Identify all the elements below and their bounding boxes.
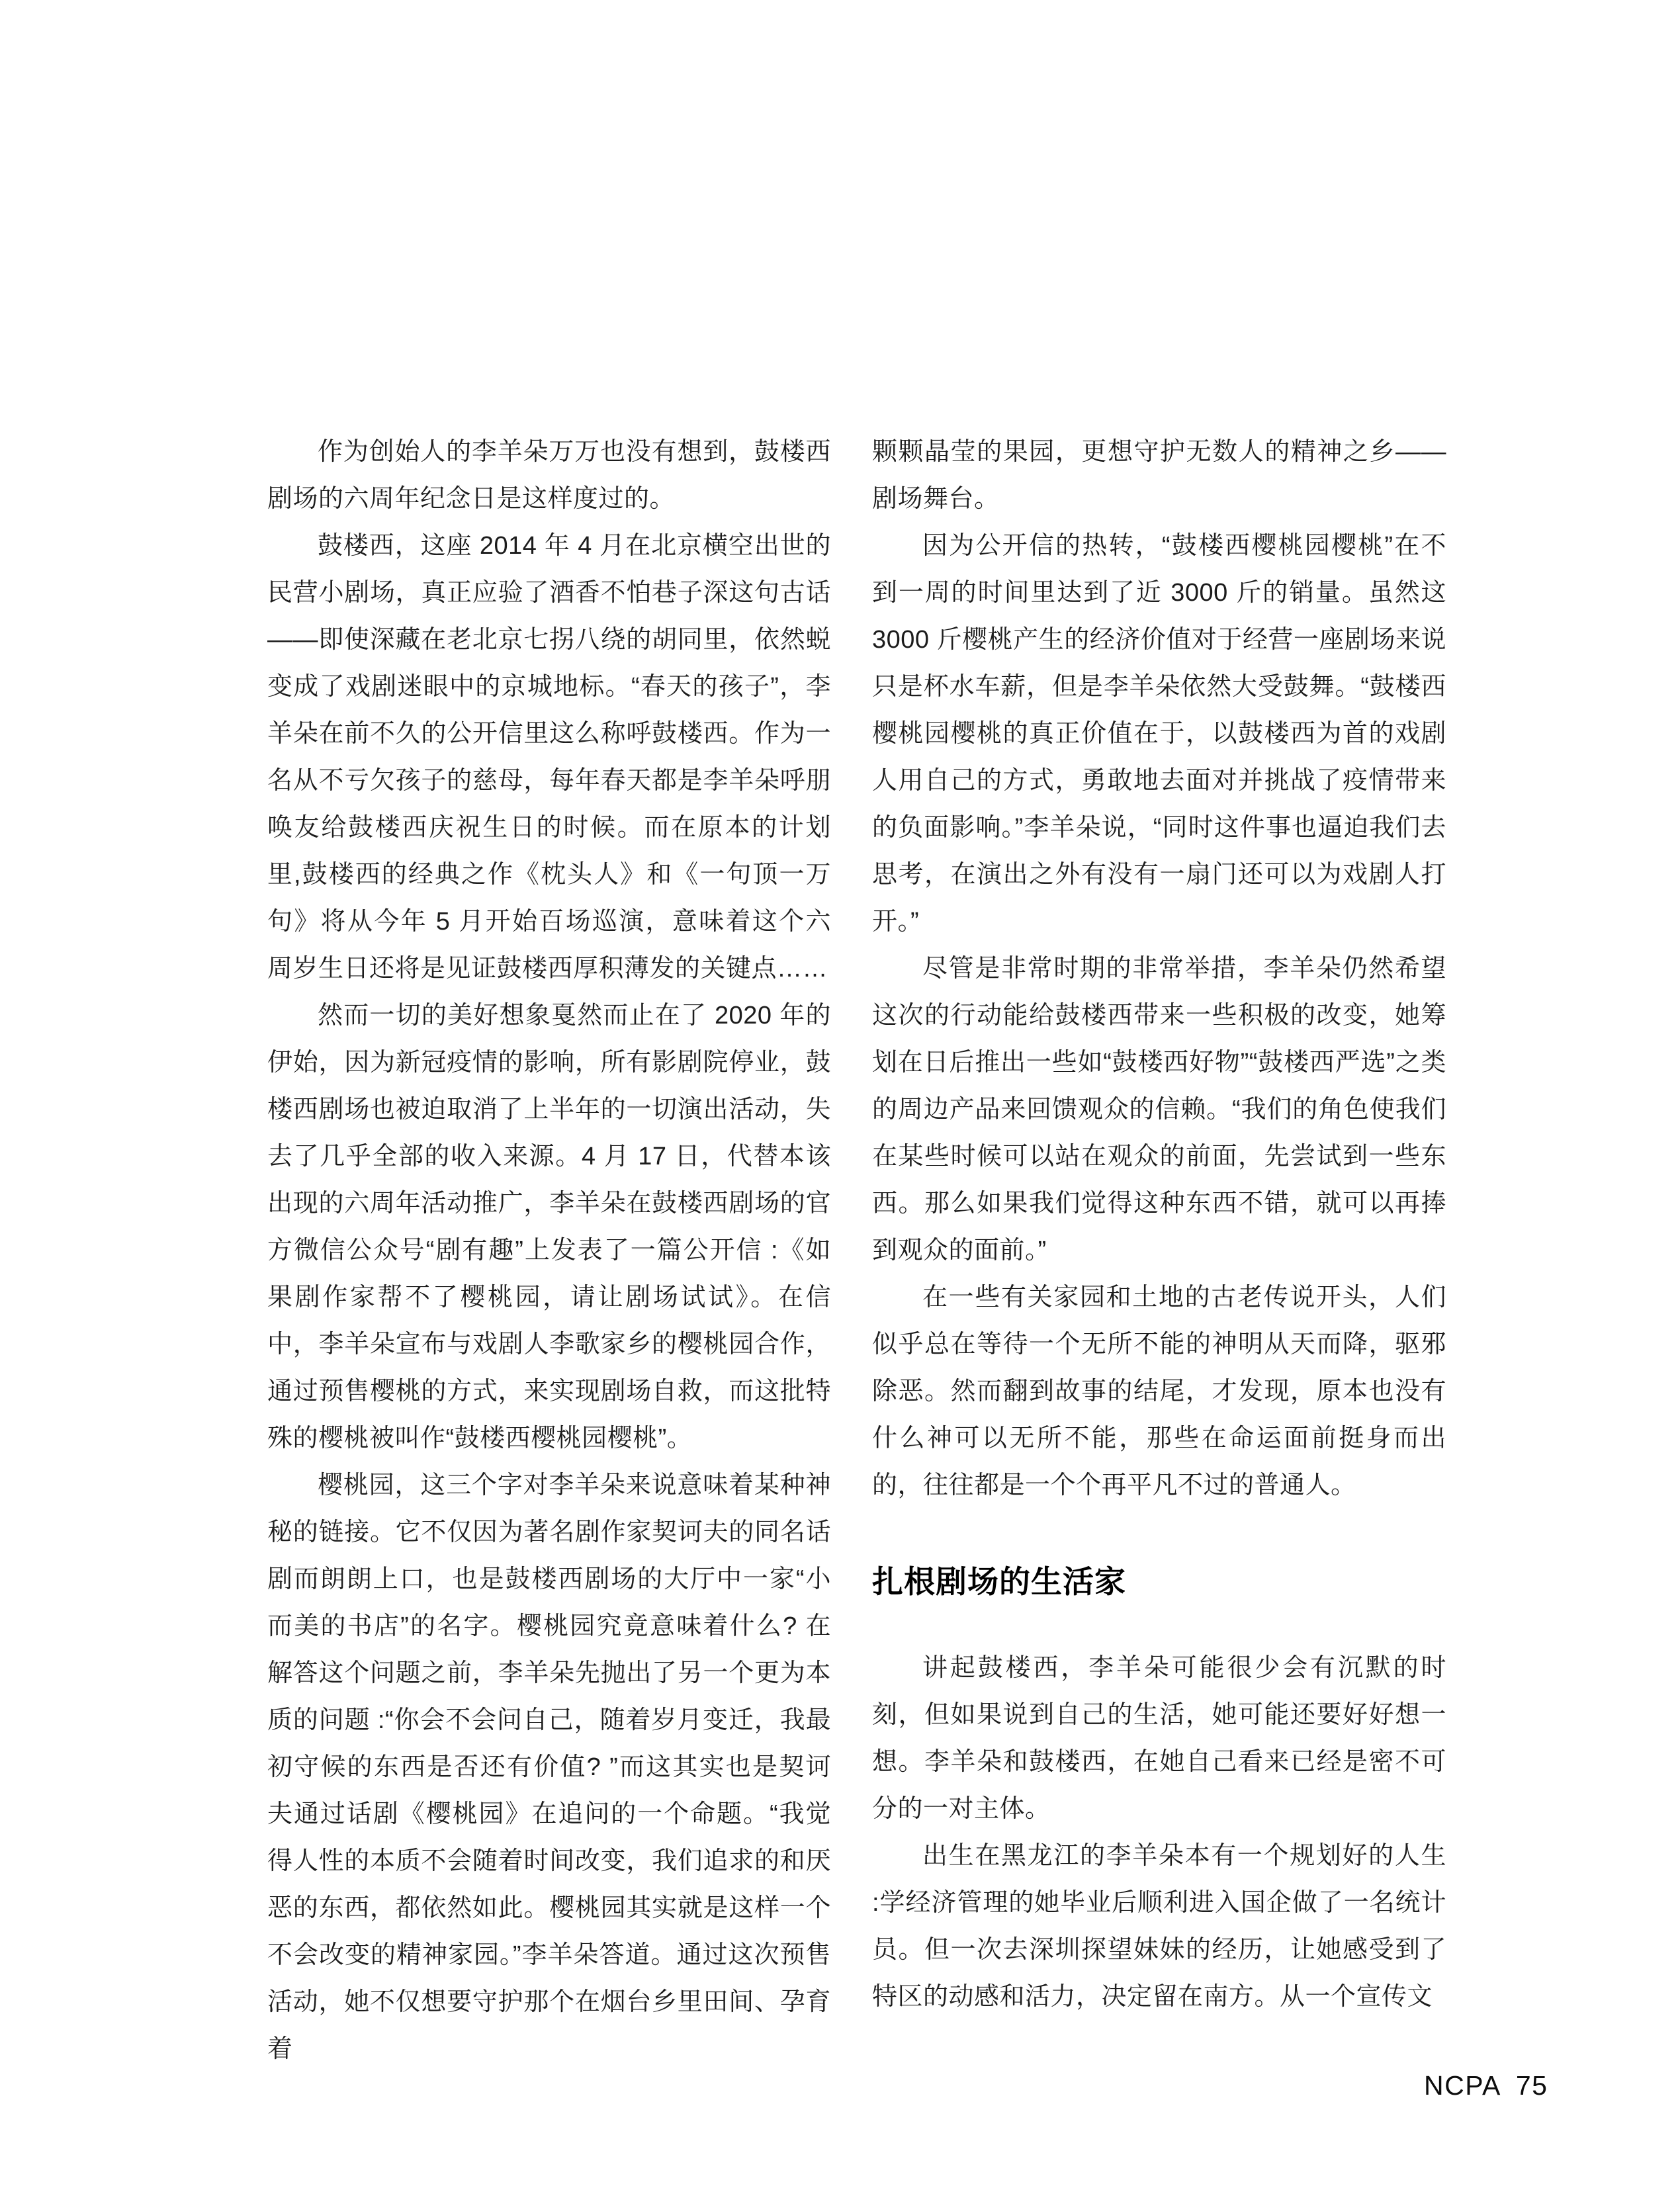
paragraph: 樱桃园，这三个字对李羊朵来说意味着某种神秘的链接。它不仅因为著名剧作家契诃夫的同名话剧而朗朗上口，也是鼓楼西剧场的大厅中一家“小而美的书店”的名字。樱桃园究竟意味着什么? 在解答这个问题之前，李羊朵先抛出了另一个更为本质的问题 :“你会不会问自己，随着岁月变迁，我最初守候的东西是否还有价值? ”而这其实也是契诃夫通过话剧《樱桃园》在追问的一个命题。“我觉得人性的本质不会随着时间改变，我们追求的和厌恶的东西，都依然如此。樱桃园其实就是这样一个不会改变的精神家园。”李羊朵答道。通过这次预售活动，她不仅想要守护那个在烟台乡里田间、孕育着 [267, 1471, 831, 2063]
paragraph: 在一些有关家园和土地的古老传说开头，人们似乎总在等待一个无所不能的神明从天而降，驱邪除恶。然而翻到故事的结尾，才发现，原本也没有什么神可以无所不能，那些在命运面前挺身而出的，往往都是一个个再平凡不过的普通人。 [872, 1284, 1446, 1499]
right-column [872, 429, 1446, 2021]
journal-name: NCPA [1424, 2070, 1501, 2101]
paragraph: 作为创始人的李羊朵万万也没有想到，鼓楼西剧场的六周年纪念日是这样度过的。 [267, 438, 831, 513]
paragraph: 因为公开信的热转，“鼓楼西樱桃园樱桃”在不到一周的时间里达到了近 3000 斤的销量。虽然这 3000 斤樱桃产生的经济价值对于经营一座剧场来说只是杯水车薪，但是李羊朵依然大受鼓舞。“鼓楼西樱桃园樱桃的真正价值在于，以鼓楼西为首的戏剧人用自己的方式，勇敢地去面对并挑战了疫情带来的负面影响。”李羊朵说，“同时这件事也逼迫我们去思考，在演出之外有没有一扇门还可以为戏剧人打开。” [872, 532, 1446, 936]
paragraph: 鼓楼西，这座 2014 年 4 月在北京横空出世的民营小剧场，真正应验了酒香不怕巷子深这句古话——即使深藏在老北京七拐八绕的胡同里，依然蜕变成了戏剧迷眼中的京城地标。“春天的孩子”，李羊朵在前不久的公开信里这么称呼鼓楼西。作为一名从不亏欠孩子的慈母，每年春天都是李羊朵呼朋唤友给鼓楼西庆祝生日的时候。而在原本的计划里,鼓楼西的经典之作《枕头人》和《一句顶一万句》将从今年 5 月开始百场巡演，意味着这个六周岁生日还将是见证鼓楼西厚积薄发的关键点…… [267, 532, 831, 983]
left-column [267, 429, 831, 2073]
paragraph-continuation: 颗颗晶莹的果园，更想守护无数人的精神之乡——剧场舞台。 [872, 438, 1446, 513]
paragraph: 尽管是非常时期的非常举措，李羊朵仍然希望这次的行动能给鼓楼西带来一些积极的改变，她筹划在日后推出一些如“鼓楼西好物”“鼓楼西严选”之类的周边产品来回馈观众的信赖。“我们的角色使我们在某些时候可以站在观众的前面，先尝试到一些东西。那么如果我们觉得这种东西不错，就可以再捧到观众的面前。” [872, 955, 1446, 1264]
page-footer [1424, 2070, 1548, 2101]
paragraph: 然而一切的美好想象戛然而止在了 2020 年的伊始，因为新冠疫情的影响，所有影剧院停业，鼓楼西剧场也被迫取消了上半年的一切演出活动，失去了几乎全部的收入来源。4 月 17 日，代替本该出现的六周年活动推广，李羊朵在鼓楼西剧场的官方微信公众号“剧有趣”上发表了一篇公开信 :《如果剧作家帮不了樱桃园，请让剧场试试》。在信中，李羊朵宣布与戏剧人李歌家乡的樱桃园合作，通过预售樱桃的方式，来实现剧场自救，而这批特殊的樱桃被叫作“鼓楼西樱桃园樱桃”。 [267, 1002, 831, 1452]
section-heading: 扎根剧场的生活家 [872, 1564, 1126, 1599]
paragraph: 出生在黑龙江的李羊朵本有一个规划好的人生 :学经济管理的她毕业后顺利进入国企做了一名统计员。但一次去深圳探望妹妹的经历，让她感受到了特区的动感和活力，决定留在南方。从一个宣传文 [872, 1842, 1446, 2011]
page-number: 75 [1515, 2070, 1548, 2101]
paragraph: 讲起鼓楼西，李羊朵可能很少会有沉默的时刻，但如果说到自己的生活，她可能还要好好想一想。李羊朵和鼓楼西，在她自己看来已经是密不可分的一对主体。 [872, 1654, 1446, 1823]
